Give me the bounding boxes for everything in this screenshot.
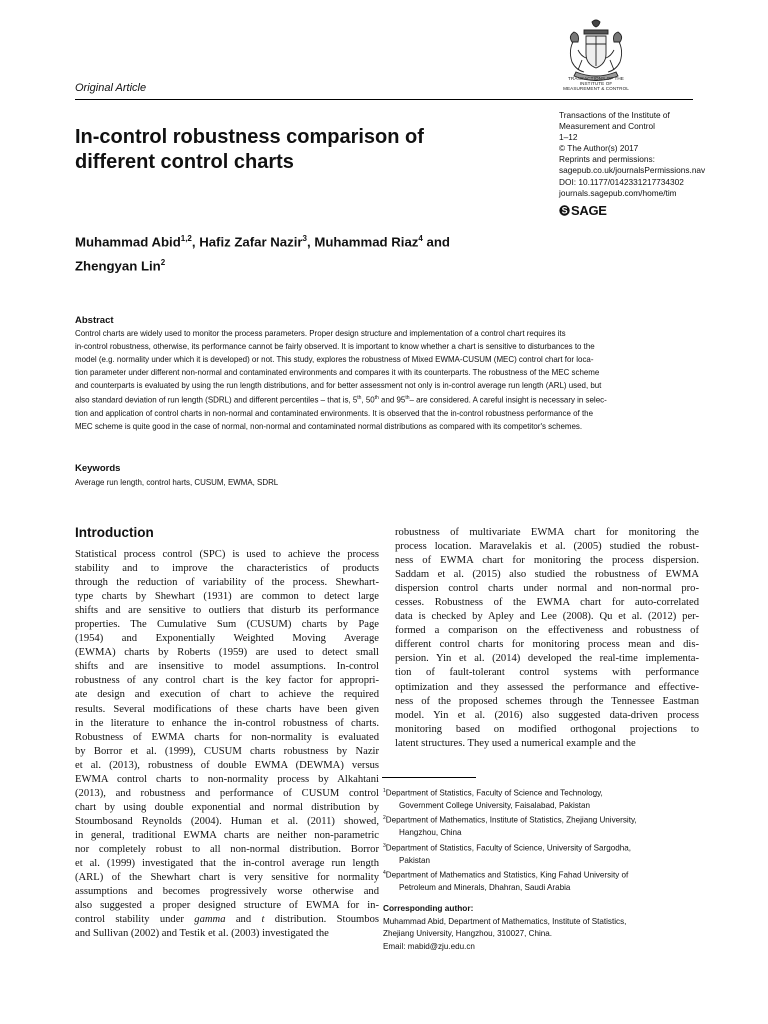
corresponding-author-details: Muhammad Abid, Department of Mathematics, Institute of Statistics, Zhejiang University, Hangzhou, 310027, China. Email: mabid@zju.edu.cn: [383, 916, 626, 953]
author-name: Muhammad Abid: [75, 234, 181, 250]
doi-link[interactable]: DOI: 10.1177/0142331217734302: [559, 176, 684, 187]
footnote-rule: [382, 777, 476, 778]
keywords-list: Average run length, control harts, CUSUM, EWMA, SDRL: [75, 478, 279, 487]
sage-logo: S SAGE: [559, 203, 607, 218]
article-type-label: Original Article: [75, 82, 147, 94]
abstract-heading: Abstract: [75, 315, 114, 326]
svg-text:S: S: [561, 205, 568, 216]
author-name: Zhengyan Lin: [75, 258, 161, 274]
body-column-left: Statistical process control (SPC) is used to achieve the process stability and to improve the characteristics of products through the reduction of variability of the process. Shewhart- type charts by Shewhart (1931) are common to detect large shifts and are sensitive to outliers that disturb its performance properties. The Cumulative Sum (CUSUM) charts by Page (1954) and Exponentially Weighted Moving Average (EWMA) charts by Roberts (1959) are used to detect small shifts and are insensitive to model assumptions. In-control robustness of any control chart is the key factor for appropri- ate design and execution of chart to achieve the required results. Several modifications of these charts have been given in the literature to enhance the in-control robustness of charts. Robustness of EWMA charts for non-normality is evaluated by Borror et al. (1999), CUSUM charts robustness by Nazir et al. (2013), robustness of double EWMA (DEWMA) versus EWMA control charts to non-normality process by Alkahtani (2013), and robustness and performance of CUSUM control chart by using double exponential and normal distribution by Stoumbosand Reynolds (2004). Human et al. (2011) showed, in general, traditional EWMA charts are neither non-parametric nor completely robust to all non-normal distribution. Borror et al. (1999) investigated that the in-control average run length (ARL) of the Shewhart chart is very sensitive for normality assumptions and becomes progressively worse otherwise and also suggested a proper designed structure of EWMA for in- control stability under gamma and t distribution. Stoumbos and Sullivan (2002) and Testik et al. (2003) investigated the: [75, 549, 380, 940]
author-name: , Muhammad Riaz: [307, 234, 419, 250]
journal-meta: Transactions of the Institute of Measurement and Control 1–12 © The Author(s) 2017 Reprints and permissions: sagepub.co.uk/journalsPermissions.nav DOI: 10.1177/0142331217734302 journals.sagepub.com/home/tim: [559, 110, 759, 199]
body-column-right: robustness of multivariate EWMA chart for monitoring the process location. Maravelakis et al. (2005) studied the robust- ness of EWMA chart for monitoring the process dispersion. Saddam et al. (2015) also studied the robustness of EWMA dispersion control charts under normal and non-normal pro- cesses. Robustness of the EWMA chart for auto-correlated data is checked by Apley and Lee (2008). Qu et al. (2012) per- formed a comparison on the effectiveness and robustness of different control charts for monitoring process mean and dis- persion. Yin et al. (2014) developed the real-time implementa- tion of fault-tolerant control systems with performance optimization and they assessed the performance and effective- ness of the proposed schemes through the Tennessee Eastman model. Yin et al. (2016) also suggested data-driven process monitoring based on modified orthogonal projections to latent structures. They used a numerical example and the: [395, 527, 699, 749]
journal-caption: TRANSACTIONS OF THE INSTITUTE OF MEASUREMENT & CONTROL: [563, 76, 629, 92]
affiliation-footnotes: $^1$Department of Statistics, Faculty of Science and Technology, Government College University, Faisalabad, Pakistan $^2$Department of Mathematics, Institute of Statistics, Zhejiang University, Hangzhou, China $^3$Department of Statistics, Faculty of Science, University of Sargodha, Pakistan $^4$Department of Mathematics and Statistics, King Fahad University of Petroleum and Minerals, Dhahran, Saudi Arabia: [383, 788, 637, 892]
journal-homepage-link[interactable]: journals.sagepub.com/home/tim: [559, 187, 677, 198]
keywords-heading: Keywords: [75, 463, 121, 474]
header-rule: [75, 99, 693, 100]
author-name: , Hafiz Zafar Nazir: [191, 234, 303, 250]
corresponding-author-heading: Corresponding author:: [383, 903, 474, 913]
author-list: Muhammad Abid$^{1,2}$, Hafiz Zafar Nazir$^3$, Muhammad Riaz$^4$ and Zhengyan Lin$^2$: [75, 234, 450, 274]
author-email-link[interactable]: Email: mabid@zju.edu.cn: [383, 941, 475, 951]
article-title: In-control robustness comparison of different control charts: [75, 126, 424, 173]
introduction-heading: Introduction: [75, 525, 154, 540]
permissions-link[interactable]: sagepub.co.uk/journalsPermissions.nav: [559, 165, 706, 176]
sage-s-icon: [559, 205, 570, 216]
abstract-text: Control charts are widely used to monitor the process parameters. Proper design structure and implementation of a control chart requires its in-control robustness, otherwise, its performance cannot be fairly observed. It is important to know whether a chart is sensitive to disturbances to the model (e.g. normality under which it is developed) or not. This study, explores the robustness of Mixed EWMA-CUSUM (MEC) control chart for loca- tion parameter under different non-normal and contaminated environments and compares it with its counterparts. The robustness of the MEC scheme and counterparts is evaluated by using the run length distributions, and for better assessment not only is in-control average run length (ARL) used, but also standard deviation of run length (SDRL) and different percentiles – that is, 5th, 50th and 95th– are considered. A careful insight is necessary in selec- tion and application of control charts in non-normal and contaminated environments. It is observed that the in-control robustness performance of the MEC scheme is quite good in the case of normal, non-normal and contaminated normal distributions as compared with its competitor's schemes.: [75, 329, 607, 432]
